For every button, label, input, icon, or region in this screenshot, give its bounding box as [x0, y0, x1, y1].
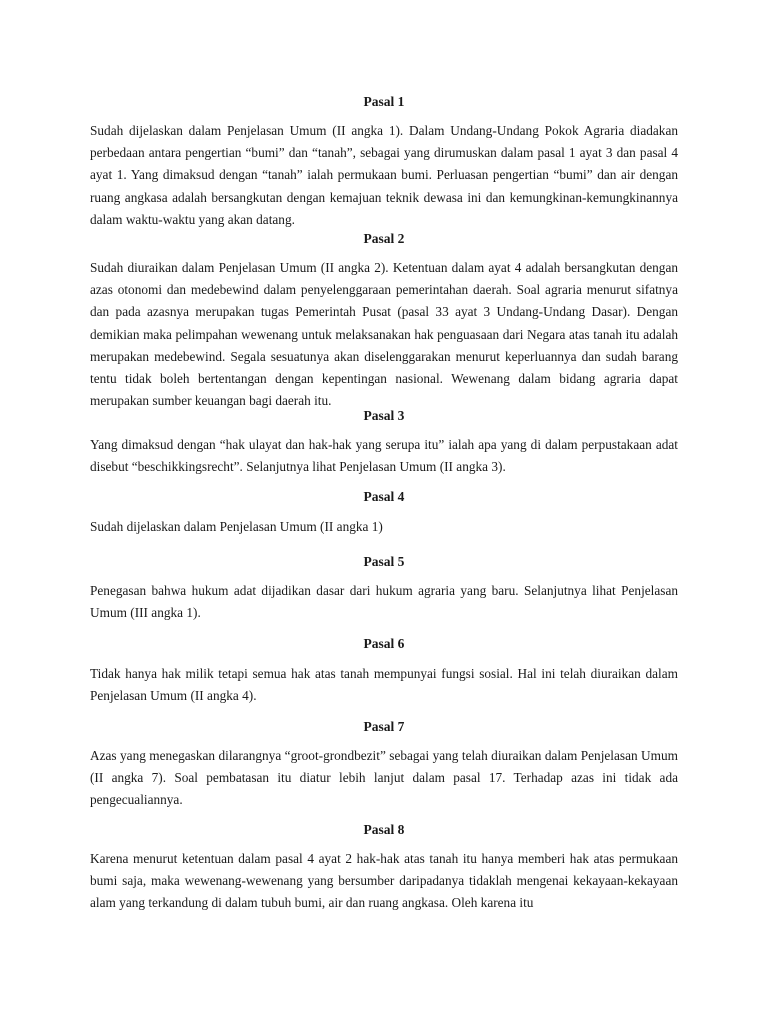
section-heading-pasal-4: Pasal 4	[363, 489, 405, 504]
section-text-pasal-8: Karena menurut ketentuan dalam pasal 4 ayat 2 hak-hak atas tanah itu hanya memberi hak atas permukaan bumi saja, maka wewenang-wewenang yang bersumber daripadanya tidaklah mengenai kekayaan-kekayaan alam yang terkandung di dalam tubuh bumi, air dan ruang angkasa. Oleh karena itu	[90, 851, 678, 911]
section-text-pasal-3: Yang dimaksud dengan “hak ulayat dan hak-hak yang serupa itu” ialah apa yang di dalam perpustakaan adat disebut “beschikkingsrecht”. Selanjutnya lihat Penjelasan Umum (II angka 3).	[90, 437, 678, 475]
section-text-pasal-6: Tidak hanya hak milik tetapi semua hak atas tanah mempunyai fungsi sosial. Hal ini telah diuraikan dalam Penjelasan Umum (II angka 4).	[90, 666, 678, 704]
section-heading-pasal-1: Pasal 1	[363, 94, 405, 109]
section-text-pasal-5: Penegasan bahwa hukum adat dijadikan dasar dari hukum agraria yang baru. Selanjutnya lihat Penjelasan Umum (III angka 1).	[90, 583, 678, 621]
section-heading-pasal-2: Pasal 2	[363, 231, 405, 246]
section-text-pasal-7: Azas yang menegaskan dilarangnya “groot-grondbezit” sebagai yang telah diuraikan dalam Penjelasan Umum (II angka 7). Soal pembatasan itu diatur lebih lanjut dalam pasal 17. Terhadap azas ini tidak ada pengecualiannya.	[90, 748, 678, 808]
section-heading-pasal-7: Pasal 7	[363, 719, 405, 734]
section-heading-pasal-8: Pasal 8	[363, 822, 405, 837]
section-text-pasal-2: Sudah diuraikan dalam Penjelasan Umum (II angka 2). Ketentuan dalam ayat 4 adalah bersangkutan dengan azas otonomi dan medebewind dalam penyelenggaraan pemerintahan daerah. Soal agraria menurut sifatnya dan pada azasnya merupakan tugas Pemerintah Pusat (pasal 33 ayat 3 Undang-Undang Dasar). Dengan demikian maka pelimpahan wewenang untuk melaksanakan hak penguasaan dari Negara atas tanah itu adalah merupakan medebewind. Segala sesuatunya akan diselenggarakan menurut keperluannya dan sudah barang tentu tidak boleh bertentangan dengan kepentingan nasional. Wewenang dalam bidang agraria dapat merupakan sumber keuangan bagi daerah itu.	[90, 260, 678, 409]
section-heading-pasal-3: Pasal 3	[363, 408, 405, 423]
section-heading-pasal-5: Pasal 5	[363, 554, 405, 569]
section-text-pasal-4: Sudah dijelaskan dalam Penjelasan Umum (II angka 1)	[90, 519, 383, 534]
section-text-pasal-1: Sudah dijelaskan dalam Penjelasan Umum (II angka 1). Dalam Undang-Undang Pokok Agraria diadakan perbedaan antara pengertian “bumi” dan “tanah”, sebagai yang dirumuskan dalam pasal 1 ayat 3 dan pasal 4 ayat 1. Yang dimaksud dengan “tanah” ialah permukaan bumi. Perluasan pengertian “bumi” dan air dengan ruang angkasa adalah bersangkutan dengan kemajuan teknik dewasa ini dan kemungkinan-kemungkinannya dalam waktu-waktu yang akan datang.	[90, 123, 678, 227]
section-heading-pasal-6: Pasal 6	[363, 636, 405, 651]
